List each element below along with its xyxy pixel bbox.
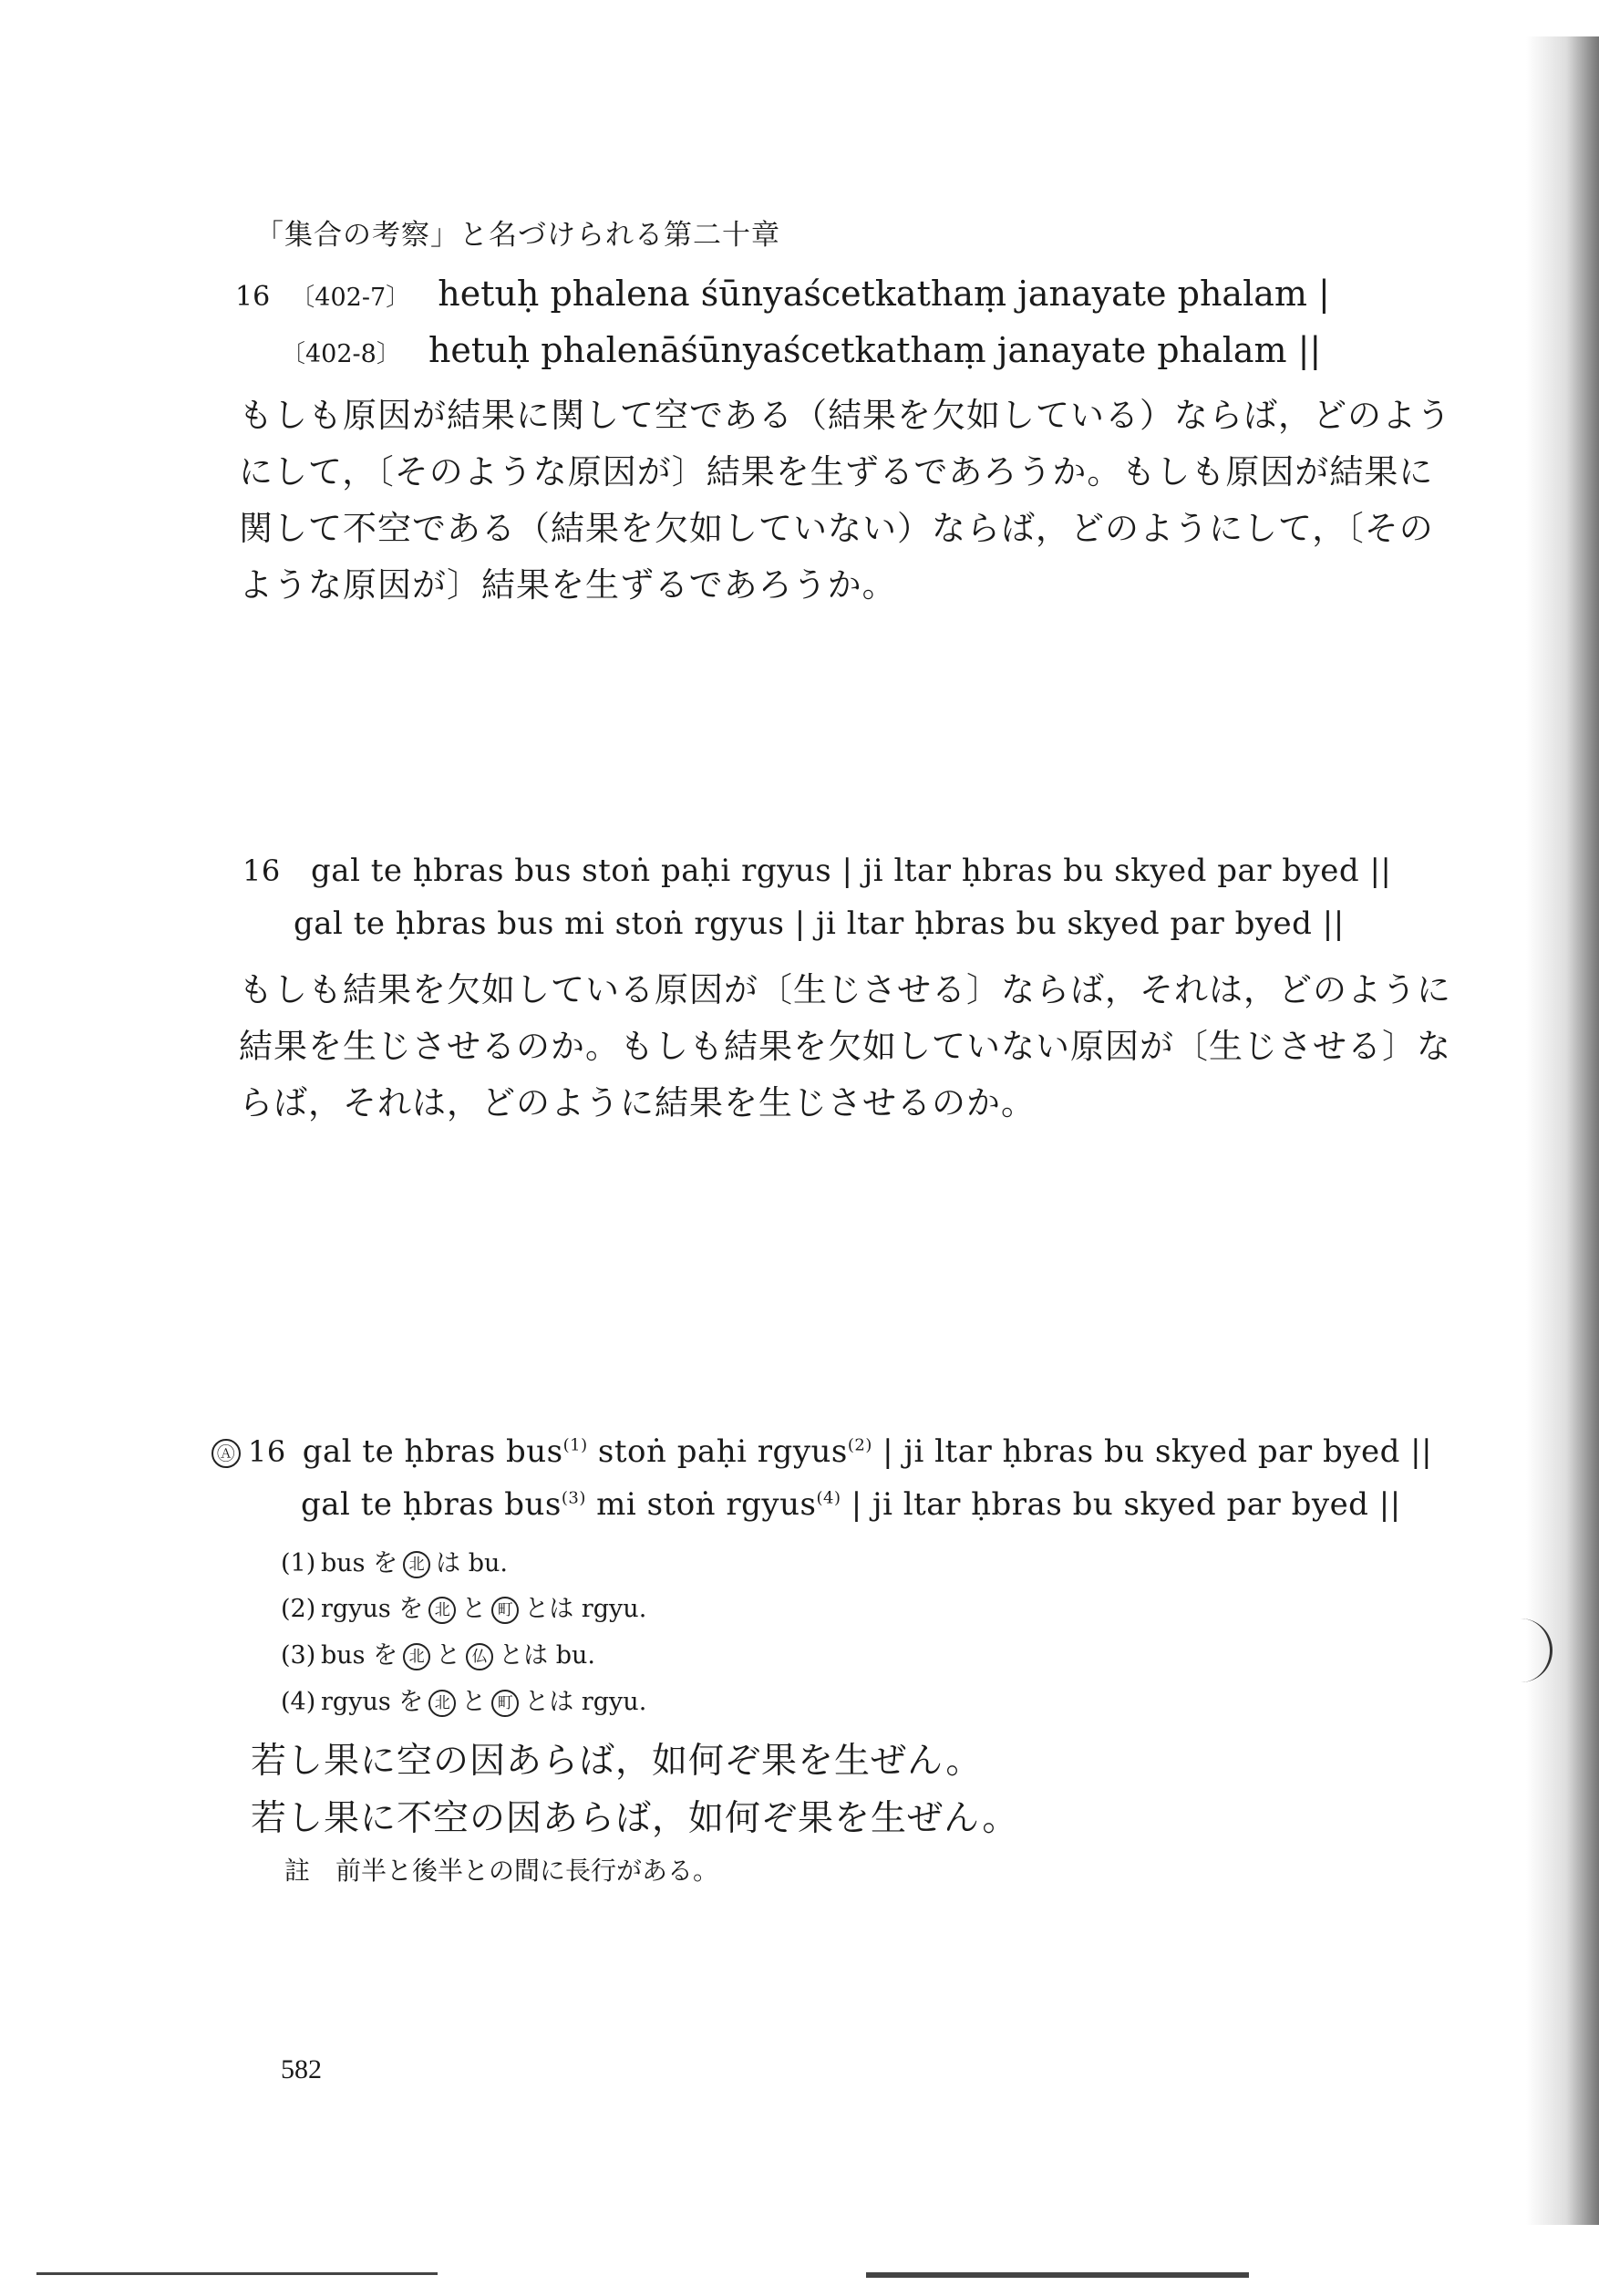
tibetan-text: gal te ḥbras bus stoṅ paḥi rgyus | ji ltar ḥbras bu skyed par byed ||: [311, 853, 1392, 889]
variant-note-2: (2) rgyus を 北 と 町 とは rgyu.: [281, 1595, 647, 1623]
bottom-rule-right: [866, 2272, 1249, 2278]
edition-siglum: 北: [428, 1690, 456, 1717]
sanskrit-text: hetuḥ phalena śūnyaścetkathaṃ janayate phalam |: [438, 274, 1330, 314]
sanskrit-verse-line-2: [281, 330, 1321, 370]
edition-siglum: 北: [403, 1551, 430, 1578]
japanese-translation-2: もしも結果を欠如している原因が〔生じさせる〕ならば，それは，どのように結果を生じさせるのか。もしも結果を欠如していない原因が〔生じさせる〕ならば，それは，どのように結果を生じさせるのか。: [239, 970, 1451, 1122]
edition-siglum: 北: [428, 1597, 456, 1624]
page-number: 582: [281, 2054, 322, 2084]
variant-note-3: (3) bus を 北 と 仏 とは bu.: [281, 1641, 595, 1670]
verse-reference: 〔402-8〕: [281, 340, 401, 368]
note-ref: (1): [562, 1435, 588, 1455]
chapter-title: 「集合の考察」と名づけられる第二十章: [255, 219, 780, 252]
tibetan-verse-line-2: gal te ḥbras bus mi stoṅ rgyus | ji ltar ḥbras bu skyed par byed ||: [294, 905, 1345, 942]
scan-shadow-edge: [1526, 36, 1599, 2225]
edition-siglum: 仏: [466, 1643, 493, 1670]
edition-siglum: 町: [491, 1597, 519, 1624]
note-ref: (2): [847, 1435, 872, 1455]
verse-number: 16: [235, 281, 271, 313]
variant-note-1: (1) bus を 北 は bu.: [281, 1549, 508, 1577]
tibetan-variant-line-2: gal te ḥbras bus$^{(3)}$ mi stoṅ rgyus$^{(4)}$ | ji ltar ḥbras bu skyed par byed ||: [301, 1486, 1401, 1523]
verse-reference: 〔402-7〕: [290, 284, 411, 312]
variant-note-4: (4) rgyus を 北 と 町 とは rgyu.: [281, 1688, 647, 1716]
sanskrit-verse-line-1: [235, 274, 1330, 314]
note-ref: (4): [816, 1488, 841, 1508]
kanbun-reading-1: 若し果に空の因あらば，如何ぞ果を生ぜん。: [251, 1741, 983, 1782]
tibetan-verse-line-1: [242, 853, 1391, 889]
edition-siglum: 北: [403, 1643, 430, 1670]
note-ref: (3): [561, 1488, 586, 1508]
sanskrit-text: hetuḥ phalenāśūnyaścetkathaṃ janayate phalam ||: [428, 330, 1322, 370]
variant-marker: Ⓐ: [211, 1439, 241, 1468]
verse-number: 16: [242, 853, 281, 888]
tibetan-variant-line-1: Ⓐ 16 gal te ḥbras bus$^{(1)}$ stoṅ paḥi rgyus$^{(2)}$ | ji ltar ḥbras bu skyed par byed ||: [211, 1433, 1432, 1470]
footnote: 註 前半と後半との間に長行がある。: [284, 1856, 719, 1886]
japanese-translation-1: もしも原因が結果に関して空である（結果を欠如している）ならば，どのようにして，〔そのような原因が〕結果を生ずるであろうか。もしも原因が結果に関して不空である（結果を欠如していない）ならば，どのようにして，〔そのような原因が〕結果を生ずるであろうか。: [239, 396, 1451, 605]
edition-siglum: 町: [491, 1690, 519, 1717]
bottom-rule-left: [36, 2272, 438, 2275]
verse-number: 16: [248, 1434, 286, 1469]
kanbun-reading-2: 若し果に不空の因あらば，如何ぞ果を生ぜん。: [251, 1798, 1019, 1839]
